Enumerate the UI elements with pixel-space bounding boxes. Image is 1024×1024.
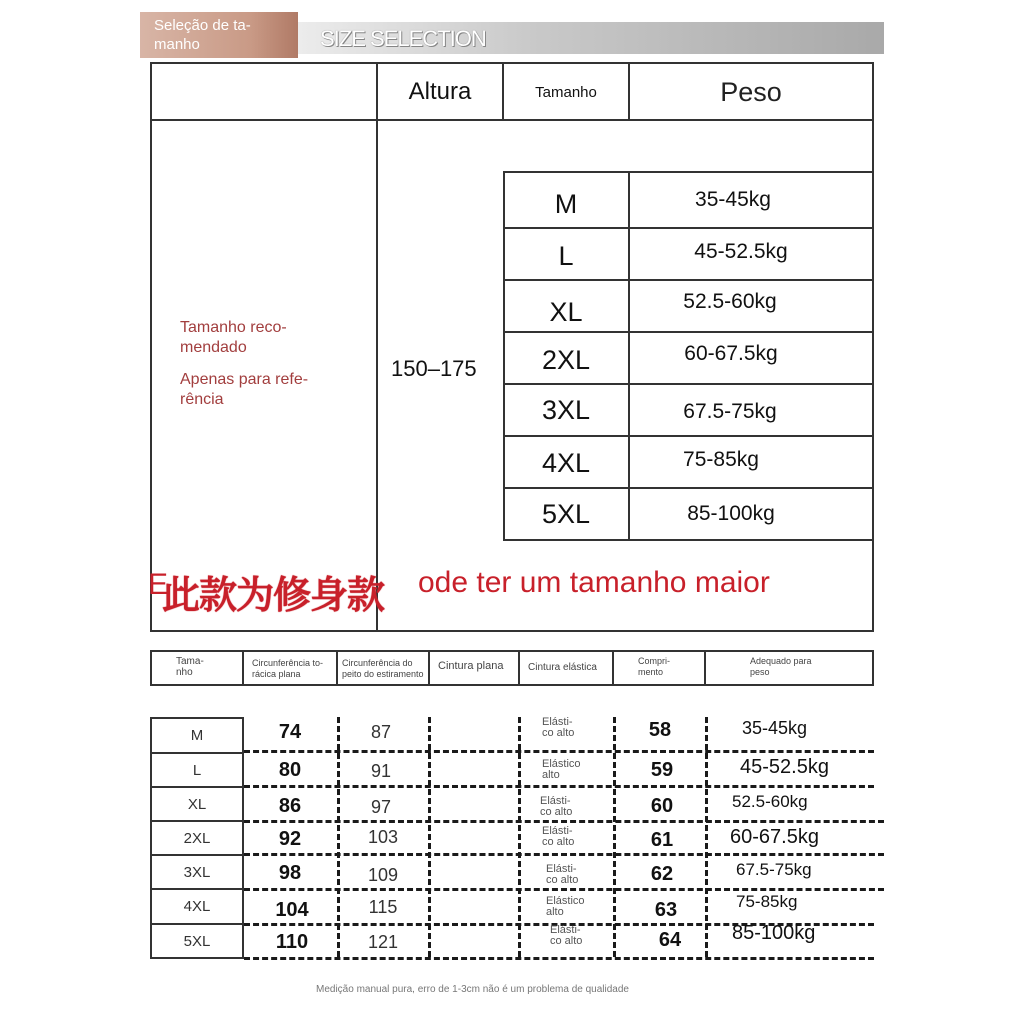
size-label: M [554, 188, 578, 219]
size-label: 4XL [541, 447, 591, 478]
row-length: 60 [650, 795, 674, 817]
grid-line [518, 717, 521, 957]
row-elastic: Elástico alto [542, 758, 581, 781]
size-cell [505, 437, 627, 489]
banner-title-pt [140, 12, 298, 58]
table1-col-divider-1 [376, 62, 378, 632]
weight-cell [630, 328, 832, 380]
row-stretch: 91 [370, 761, 392, 781]
row-length: 61 [650, 829, 674, 851]
grid-line [704, 650, 706, 686]
weight-cell [630, 488, 832, 540]
grid-line [242, 650, 244, 686]
grid-line [504, 171, 874, 173]
row-elastic: Elástico alto [546, 895, 585, 918]
row-length: 58 [648, 719, 672, 741]
table2-header-bottom [150, 684, 874, 686]
header-waist-flat: Cintura plana [438, 660, 504, 672]
header-weight: Adequado para peso [750, 656, 812, 677]
slim-fit-note-pt-prefix: E [148, 568, 169, 601]
weight-label: 45-52.5kg [694, 240, 788, 263]
size-cell [505, 178, 627, 230]
slim-fit-note-pt: ode ter um tamanho maior [418, 566, 770, 599]
row-length: 59 [650, 759, 674, 781]
row-size: XL [187, 796, 207, 813]
reference-only-note: Apenas para refe- rência [180, 371, 309, 408]
size-label: 3XL [541, 394, 591, 425]
row-chest: 74 [278, 721, 302, 743]
row-weight: 45-52.5kg [740, 756, 829, 778]
row-stretch: 87 [370, 722, 392, 742]
size-cell [505, 488, 627, 540]
table1-border-left [150, 62, 152, 632]
measurement-disclaimer: Medição manual pura, erro de 1-3cm não é um problema de qualidade [316, 984, 629, 995]
row-weight: 67.5-75kg [736, 860, 812, 879]
banner-title-en [298, 22, 884, 54]
row-stretch: 121 [367, 932, 399, 952]
row-weight: 35-45kg [742, 718, 808, 738]
weight-label: 52.5-60kg [683, 290, 777, 313]
size-label: XL [549, 296, 583, 327]
row-chest: 86 [278, 795, 302, 817]
weight-label: 60-67.5kg [684, 342, 778, 365]
row-elastic: Elásti- co alto [550, 924, 583, 947]
weight-cell [630, 276, 830, 328]
weight-label: 75-85kg [683, 448, 759, 471]
grid-line [612, 650, 614, 686]
row-size: 2XL [183, 830, 211, 847]
row-size: 4XL [183, 898, 211, 915]
table2-header-top [150, 650, 874, 652]
weight-cell [630, 226, 852, 278]
slim-fit-note-cn: 此款为修身款 [162, 575, 385, 617]
row-size: 3XL [183, 864, 211, 881]
row-elastic: Elásti- co alto [540, 795, 573, 818]
size-cell [505, 334, 627, 386]
size-cell [505, 286, 627, 338]
size-cell [505, 384, 627, 436]
height-range: 150–175 [391, 356, 477, 381]
row-length: 63 [654, 899, 678, 921]
size-label: 2XL [541, 344, 591, 375]
banner-title-en-text: SIZE SELECTION [320, 26, 486, 51]
row-chest: 104 [275, 899, 309, 921]
size-label: 5XL [541, 498, 591, 529]
grid-line [150, 650, 152, 686]
grid-line [872, 650, 874, 686]
row-weight: 60-67.5kg [730, 826, 819, 848]
grid-line [336, 650, 338, 686]
row-chest: 92 [278, 828, 302, 850]
recommended-size-note: Tamanho reco- mendado [180, 319, 287, 356]
row-stretch: 97 [370, 797, 392, 817]
header-chest-stretch: Circunferência do peito do estiramento [342, 658, 424, 679]
header-waist-elastic: Cintura elástica [528, 662, 597, 673]
table1-border-right [872, 62, 874, 632]
row-weight: 52.5-60kg [732, 792, 808, 811]
row-weight: 75-85kg [736, 892, 798, 911]
row-chest: 110 [275, 931, 309, 953]
header-chest-flat: Circunferência to- rácica plana [252, 658, 324, 679]
row-weight: 85-100kg [732, 922, 816, 944]
row-elastic: Elásti- co alto [546, 863, 579, 886]
table1-border-bottom [150, 630, 874, 632]
weight-cell [630, 174, 836, 226]
grid-line [428, 650, 430, 686]
weight-label: 35-45kg [695, 188, 771, 211]
size-label: L [558, 240, 574, 271]
row-chest: 98 [278, 862, 302, 884]
row-elastic: Elásti- co alto [542, 716, 575, 739]
header-altura: Altura [408, 78, 472, 105]
row-size: M [190, 727, 204, 744]
header-size: Tama- nho [176, 656, 204, 678]
row-elastic: Elásti- co alto [542, 825, 575, 848]
grid-line [518, 650, 520, 686]
row-chest: 80 [278, 759, 302, 781]
weight-label: 85-100kg [687, 502, 775, 525]
size-cell [505, 230, 627, 282]
weight-cell [630, 386, 830, 438]
weight-cell [630, 434, 812, 486]
row-stretch: 115 [368, 897, 398, 917]
row-length: 62 [650, 863, 674, 885]
row-stretch: 109 [367, 865, 399, 885]
banner-title-pt-text: Seleção de ta- manho [154, 17, 251, 53]
weight-label: 67.5-75kg [683, 400, 777, 423]
header-peso: Peso [720, 76, 782, 107]
row-length: 64 [658, 929, 682, 951]
header-length: Compri- mento [638, 656, 671, 677]
row-stretch: 103 [367, 827, 399, 847]
row-size: 5XL [183, 933, 211, 950]
header-tamanho: Tamanho [535, 83, 597, 101]
grid-line [428, 717, 431, 957]
row-size: L [192, 762, 202, 779]
